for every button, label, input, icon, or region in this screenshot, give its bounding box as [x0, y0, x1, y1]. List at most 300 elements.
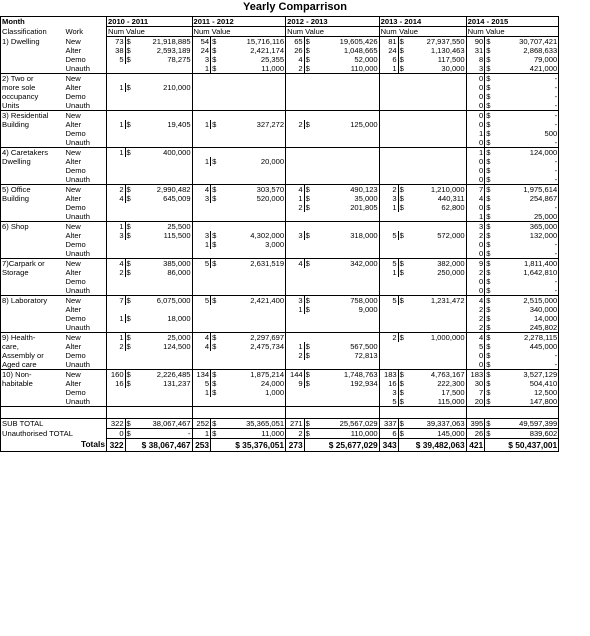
value-cell: - — [133, 429, 192, 439]
value-cell: 2,226,485 — [156, 370, 191, 379]
value-cell: - — [493, 83, 559, 92]
classification-cell — [1, 175, 65, 185]
value-header: Value — [211, 27, 286, 37]
num-cell — [107, 212, 126, 222]
num-cell: 54 — [192, 37, 211, 47]
num-cell — [286, 175, 305, 185]
num-cell — [107, 397, 126, 407]
spacer-cell — [286, 407, 305, 419]
value-cell — [133, 175, 192, 185]
value-cell: 4,302,000 — [250, 231, 285, 240]
value-cell: 86,000 — [167, 268, 191, 277]
num-cell: 3 — [379, 388, 398, 397]
work-cell: New — [65, 333, 81, 342]
spacer-cell — [466, 407, 485, 419]
value-cell: 2,421,174 — [250, 46, 285, 55]
currency-cell: $ — [486, 240, 491, 249]
num-cell — [192, 101, 211, 111]
currency-cell: $ — [125, 429, 133, 439]
table-row — [1, 64, 559, 74]
table-row — [1, 166, 559, 175]
num-cell: 395 — [466, 419, 485, 429]
value-cell — [133, 286, 192, 296]
currency-cell — [304, 240, 312, 249]
num-cell — [379, 351, 398, 360]
value-cell: 79,000 — [493, 55, 559, 64]
num-cell — [379, 342, 398, 351]
value-cell — [219, 305, 286, 314]
value-cell: - — [493, 111, 559, 121]
num-cell — [379, 157, 398, 166]
table-row — [1, 249, 559, 259]
year-header: 2012 - 2013 — [286, 17, 380, 27]
value-cell — [312, 166, 379, 175]
work-cell: Demo — [65, 129, 86, 138]
num-cell: 1 — [192, 429, 211, 439]
num-cell: 9 — [286, 379, 305, 388]
table-row — [1, 55, 559, 64]
num-cell: 0 — [466, 101, 485, 111]
work-cell: Demo — [65, 314, 86, 323]
currency-cell: $ — [485, 360, 493, 370]
value-cell — [312, 148, 379, 158]
value-cell — [219, 212, 286, 222]
value-cell: 201,805 — [350, 203, 378, 212]
value-cell — [312, 138, 379, 148]
currency-cell: $ — [304, 429, 312, 439]
value-cell: 115,500 — [163, 231, 191, 240]
currency-cell — [125, 74, 133, 84]
num-cell: 0 — [466, 83, 485, 92]
num-cell — [379, 148, 398, 158]
value-cell: 147,800 — [493, 397, 559, 407]
spacer-cell — [398, 407, 466, 419]
num-cell: 4 — [107, 259, 126, 269]
num-cell: 2 — [379, 185, 398, 195]
currency-cell — [398, 342, 406, 351]
table-row — [1, 259, 559, 269]
num-cell: 1 — [379, 64, 398, 74]
num-cell — [379, 101, 398, 111]
value-cell: $ 50,437,001 — [485, 439, 559, 452]
num-cell — [107, 351, 126, 360]
classification-cell — [1, 166, 65, 175]
num-cell — [107, 305, 126, 314]
classification-cell: Building — [1, 120, 65, 129]
num-cell — [107, 203, 126, 212]
num-cell — [107, 74, 126, 84]
currency-cell: $ — [126, 370, 131, 379]
currency-cell — [211, 111, 219, 121]
num-cell — [379, 92, 398, 101]
currency-cell: $ — [305, 351, 310, 360]
classification-cell: Assembly or — [1, 351, 65, 360]
value-cell — [133, 203, 192, 212]
currency-cell — [125, 240, 133, 249]
currency-cell — [304, 388, 312, 397]
currency-cell — [211, 268, 219, 277]
num-cell: 20 — [466, 397, 485, 407]
currency-cell: $ — [305, 231, 310, 240]
table-row — [1, 286, 559, 296]
currency-cell: $ — [212, 55, 217, 64]
value-cell: 39,337,063 — [406, 419, 466, 429]
num-cell: 0 — [466, 74, 485, 84]
num-cell: 421 — [466, 439, 485, 452]
value-cell: 1,210,000 — [430, 185, 465, 194]
work-cell: New — [65, 74, 81, 83]
currency-cell: $ — [212, 120, 217, 129]
classification-cell — [1, 55, 65, 64]
value-cell: 11,000 — [219, 64, 286, 74]
value-cell: 25,000 — [493, 212, 559, 222]
num-cell — [107, 388, 126, 397]
num-cell — [286, 397, 305, 407]
currency-cell — [211, 203, 219, 212]
num-cell: 1 — [107, 333, 126, 343]
num-cell — [192, 351, 211, 360]
value-cell — [406, 83, 466, 92]
value-cell — [406, 101, 466, 111]
value-cell: 222,300 — [437, 379, 465, 388]
num-cell: 0 — [466, 138, 485, 148]
num-cell — [379, 286, 398, 296]
table-row — [1, 185, 559, 195]
num-cell — [286, 333, 305, 343]
num-cell — [107, 249, 126, 259]
value-cell: 1,875,214 — [250, 370, 285, 379]
work-cell: Unauth — [65, 249, 107, 259]
work-cell: Unauth — [65, 286, 107, 296]
currency-cell — [304, 148, 312, 158]
currency-cell: $ — [211, 64, 219, 74]
value-cell — [219, 203, 286, 212]
value-cell — [312, 83, 379, 92]
value-cell — [219, 101, 286, 111]
currency-cell: $ — [305, 46, 310, 55]
value-cell: - — [493, 175, 559, 185]
value-cell — [406, 120, 466, 129]
num-cell — [107, 240, 126, 249]
currency-cell: $ — [212, 333, 217, 342]
value-cell: 49,597,399 — [493, 419, 559, 429]
currency-cell: $ — [126, 55, 131, 64]
num-cell: 9 — [466, 259, 485, 269]
num-cell — [192, 92, 211, 101]
classification-cell — [1, 138, 65, 148]
num-cell: 337 — [379, 419, 398, 429]
classification-cell — [1, 286, 65, 296]
num-cell — [286, 157, 305, 166]
num-cell: 0 — [466, 360, 485, 370]
value-cell: - — [493, 166, 559, 175]
table-row — [1, 148, 559, 158]
value-cell: - — [493, 351, 559, 360]
num-cell: 2 — [107, 342, 126, 351]
value-cell — [133, 388, 192, 397]
value-cell: - — [493, 92, 559, 101]
value-cell: 2,421,400 — [250, 296, 285, 305]
currency-cell: $ — [212, 46, 217, 55]
currency-cell: $ — [399, 231, 404, 240]
value-cell: 520,000 — [256, 194, 285, 203]
value-cell — [219, 129, 286, 138]
classification-cell — [1, 277, 65, 286]
num-cell — [192, 148, 211, 158]
num-cell: 2 — [286, 203, 305, 212]
value-cell — [133, 64, 192, 74]
num-cell: 5 — [379, 397, 398, 407]
currency-cell — [211, 277, 219, 286]
currency-cell: $ — [305, 203, 310, 212]
num-cell — [107, 166, 126, 175]
num-cell: 0 — [466, 240, 485, 249]
value-cell — [219, 277, 286, 286]
table-row — [1, 175, 559, 185]
classification-cell — [1, 231, 65, 240]
currency-cell: $ — [485, 397, 493, 407]
work-cell: Alter — [65, 268, 82, 277]
currency-cell: $ — [486, 268, 491, 277]
classification-cell: 8) Laboratory — [1, 296, 65, 306]
value-cell: - — [493, 203, 559, 212]
num-cell — [192, 212, 211, 222]
num-cell — [379, 305, 398, 314]
currency-cell — [211, 360, 219, 370]
value-cell — [312, 314, 379, 323]
currency-cell: $ — [485, 175, 493, 185]
table-row — [1, 37, 559, 47]
work-cell: Demo — [65, 203, 86, 212]
work-cell: Alter — [65, 46, 82, 55]
currency-cell — [398, 129, 406, 138]
work-cell: Unauth — [65, 138, 107, 148]
value-cell: 504,410 — [493, 379, 559, 388]
currency-cell — [211, 397, 219, 407]
num-cell — [286, 92, 305, 101]
currency-cell — [304, 360, 312, 370]
work-cell: Demo — [65, 277, 86, 286]
value-cell: 500 — [493, 129, 559, 138]
currency-cell: $ — [399, 370, 404, 379]
value-cell: 145,000 — [406, 429, 466, 439]
value-cell — [312, 249, 379, 259]
num-cell — [379, 120, 398, 129]
value-cell: - — [493, 101, 559, 111]
currency-cell — [398, 111, 406, 121]
currency-cell: $ — [485, 64, 493, 74]
num-cell: 3 — [286, 296, 305, 306]
num-cell: 1 — [192, 120, 211, 129]
num-cell — [192, 203, 211, 212]
currency-cell: $ — [212, 388, 217, 397]
num-cell: 3 — [379, 194, 398, 203]
value-cell: 117,500 — [437, 55, 465, 64]
currency-cell: $ — [126, 83, 131, 92]
work-cell: Demo — [65, 388, 86, 397]
value-cell — [406, 157, 466, 166]
work-cell: New — [65, 185, 81, 194]
currency-cell — [211, 83, 219, 92]
value-cell: 25,567,029 — [312, 419, 379, 429]
currency-cell: $ — [486, 194, 491, 203]
value-cell: 11,000 — [219, 429, 286, 439]
currency-cell — [125, 388, 133, 397]
value-cell: 14,000 — [493, 314, 559, 323]
num-cell: 7 — [466, 185, 485, 195]
num-cell: 16 — [107, 379, 126, 388]
subtotal-row-label: SUB TOTAL — [1, 419, 107, 429]
currency-cell — [125, 286, 133, 296]
num-cell: 183 — [379, 370, 398, 380]
spacer-cell — [192, 407, 211, 419]
currency-cell — [398, 212, 406, 222]
spacer-cell — [125, 407, 192, 419]
num-cell: 2 — [286, 64, 305, 74]
currency-cell — [304, 129, 312, 138]
work-cell: New — [65, 370, 81, 379]
value-cell — [133, 111, 192, 121]
currency-cell — [211, 323, 219, 333]
currency-cell — [304, 83, 312, 92]
num-cell: 343 — [379, 439, 398, 452]
num-cell — [107, 286, 126, 296]
value-cell: 2,868,633 — [493, 46, 559, 55]
num-cell — [192, 166, 211, 175]
value-cell: 20,000 — [260, 157, 285, 166]
currency-cell: $ — [486, 379, 491, 388]
classification-cell: 10) Non- — [1, 370, 65, 380]
currency-cell: $ — [485, 101, 493, 111]
value-cell — [219, 74, 286, 84]
currency-cell: $ — [305, 194, 310, 203]
currency-cell — [398, 249, 406, 259]
value-cell: 1,000,000 — [430, 333, 465, 342]
value-cell — [219, 166, 286, 175]
currency-cell: $ — [398, 419, 406, 429]
num-cell: 0 — [466, 286, 485, 296]
num-cell — [107, 277, 126, 286]
work-cell: Alter — [65, 194, 82, 203]
classification-cell: occupancy — [1, 92, 65, 101]
table-row — [1, 74, 559, 84]
num-cell — [286, 138, 305, 148]
value-cell — [312, 333, 379, 343]
value-cell: 1,811,400 — [493, 259, 559, 269]
table-row — [1, 323, 559, 333]
num-cell: 4 — [286, 55, 305, 64]
work-cell: New — [65, 296, 81, 305]
classification-cell: Dwelling — [1, 157, 65, 166]
num-cell: 0 — [466, 120, 485, 129]
value-cell: 78,275 — [167, 55, 191, 64]
num-cell — [286, 74, 305, 84]
num-cell — [379, 83, 398, 92]
work-cell: Unauth — [65, 101, 107, 111]
value-cell: 6,075,000 — [156, 296, 191, 305]
num-cell: 1 — [466, 148, 485, 158]
table-row — [1, 138, 559, 148]
spacer-cell — [211, 407, 286, 419]
num-cell — [192, 83, 211, 92]
num-cell — [286, 249, 305, 259]
currency-cell — [125, 397, 133, 407]
num-cell — [379, 323, 398, 333]
num-cell: 8 — [466, 55, 485, 64]
num-cell: 1 — [107, 83, 126, 92]
currency-cell — [125, 212, 133, 222]
currency-cell — [125, 92, 133, 101]
currency-cell: $ — [305, 342, 310, 351]
value-cell: 30,000 — [406, 64, 466, 74]
num-cell — [379, 249, 398, 259]
num-cell — [107, 64, 126, 74]
currency-cell: $ — [212, 231, 217, 240]
currency-cell: $ — [486, 46, 491, 55]
year-header: 2013 - 2014 — [379, 17, 466, 27]
num-cell: 90 — [466, 37, 485, 47]
value-cell — [133, 166, 192, 175]
currency-cell — [211, 351, 219, 360]
currency-cell: $ — [485, 286, 493, 296]
value-cell: 1,000 — [265, 388, 285, 397]
currency-cell: $ — [486, 370, 491, 379]
classification-cell — [1, 305, 65, 314]
classification-cell — [1, 397, 65, 407]
table-row — [1, 46, 559, 55]
classification-cell: 2) Two or — [1, 74, 65, 84]
currency-cell — [398, 277, 406, 286]
classification-cell — [1, 64, 65, 74]
num-cell: 1 — [286, 194, 305, 203]
month-label: Month — [1, 17, 107, 27]
value-cell: 17,500 — [441, 388, 465, 397]
num-cell: 1 — [107, 148, 126, 158]
value-cell: 25,355 — [260, 55, 285, 64]
work-cell: Unauth — [65, 397, 107, 407]
currency-cell: $ — [486, 231, 491, 240]
num-cell: 4 — [192, 342, 211, 351]
currency-cell — [304, 212, 312, 222]
table-row — [1, 379, 559, 388]
num-cell — [107, 323, 126, 333]
value-header: Value — [485, 27, 559, 37]
num-cell — [107, 157, 126, 166]
value-cell: 62,800 — [441, 203, 465, 212]
currency-cell: $ — [398, 64, 406, 74]
table-row — [1, 397, 559, 407]
value-cell: - — [493, 360, 559, 370]
value-cell — [219, 323, 286, 333]
num-cell — [379, 74, 398, 84]
currency-cell: $ — [126, 314, 131, 323]
value-cell — [219, 138, 286, 148]
work-cell: Unauth — [65, 64, 107, 74]
classification-cell: care, — [1, 342, 65, 351]
classification-cell: 6) Shop — [1, 222, 65, 232]
page-title: Yearly Comparrison — [243, 1, 347, 13]
value-cell: 254,867 — [493, 194, 559, 203]
num-cell: 65 — [286, 37, 305, 47]
value-cell — [312, 101, 379, 111]
num-cell: 4 — [466, 333, 485, 343]
value-cell — [312, 360, 379, 370]
currency-cell: $ — [305, 55, 310, 64]
num-cell: 5 — [192, 379, 211, 388]
currency-cell — [125, 138, 133, 148]
work-cell: Unauth — [65, 323, 107, 333]
currency-cell: $ — [305, 259, 310, 268]
